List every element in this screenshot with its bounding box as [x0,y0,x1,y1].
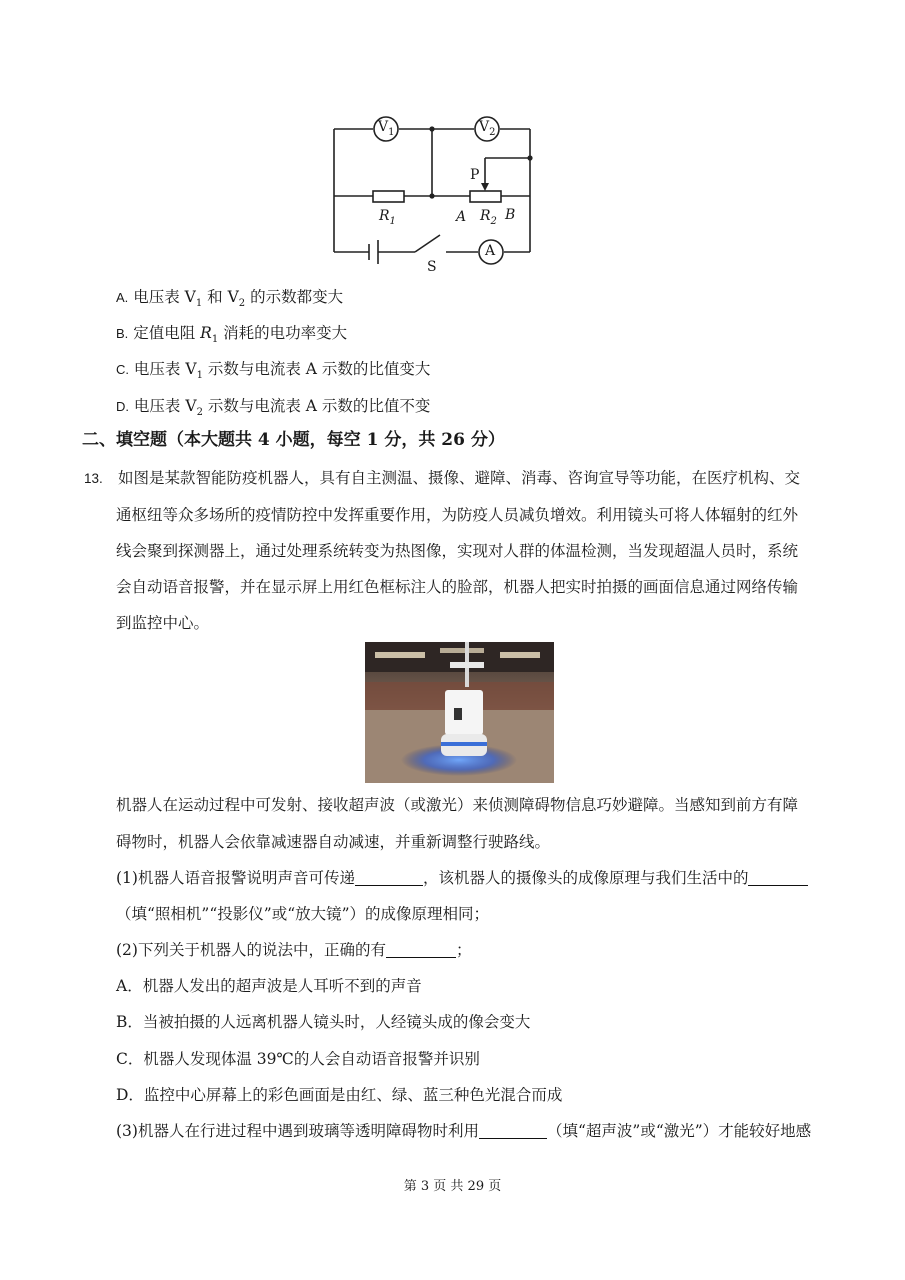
q13-paragraph-2-line-2: 碍物时，机器人会依靠减速器自动减速，并重新调整行驶路线。 [116,833,551,851]
slider-p-label: P [470,167,480,183]
q13-line-4: 会自动语音报警，并在显示屏上用红色框标注人的脸部，机器人把实时拍摄的画面信息通过网络传输 [116,578,799,596]
sub2-option-c: C．机器人发现体温 39℃的人会自动语音报警并识别 [116,1050,480,1068]
sub-question-2: (2)下列关于机器人的说法中，正确的有 ； [116,941,472,959]
q13-line-5: 到监控中心。 [116,614,210,632]
answer-blank-4[interactable] [479,1122,547,1139]
sub-question-3: (3)机器人在行进过程中遇到玻璃等透明障碍物时利用 （填“超声波”或“激光”）才能较好地感 [116,1122,812,1140]
robot-photo-illustration [365,642,554,783]
q13-line-3: 线会聚到探测器上，通过处理系统转变为热图像，实现对人群的体温检测，当发现超温人员时，系统 [116,542,799,560]
q13-line-1: 如图是某款智能防疫机器人，具有自主测温、摄像、避障、消毒、咨询宣导等功能，在医疗机构、交 [118,469,801,487]
sub2-option-b: B．当被拍摄的人远离机器人镜头时，人经镜头成的像会变大 [116,1013,531,1031]
q13-paragraph-2-line-1: 机器人在运动过程中可发射、接收超声波（或激光）来侦测障碍物信息巧妙避障。当感知到前方有障 [116,796,799,814]
option-b: B. 定值电阻 $R_1$ 消耗的电功率变大 [116,324,348,346]
point-a-label: A [456,209,467,225]
option-a: A. 电压表 $V_1$ 和 $V_2$ 的示数都变大 [116,288,344,310]
resistor-r2-label: $R_2$ [480,208,497,227]
answer-blank-2[interactable] [748,869,808,886]
circuit-diagram [0,0,905,290]
page-footer: 第 3 页 共 29 页 [403,1179,502,1194]
voltmeter-v2-label: $V_2$ [479,119,496,138]
sub-question-1-cont: （填“照相机”“投影仪”或“放大镜”）的成像原理相同； [116,905,490,923]
voltmeter-v1-label: $V_1$ [378,119,395,138]
sub-question-1: (1)机器人语音报警说明声音可传递 ，该机器人的摄像头的成像原理与我们生活中的 [116,868,808,888]
switch-s-label: S [427,259,437,275]
option-d: D. 电压表 $V_2$ 示数与电流表 A 示数的比值不变 [116,397,431,419]
robot-photo [365,642,554,783]
option-c: C. 电压表 $V_1$ 示数与电流表 A 示数的比值变大 [116,360,431,382]
resistor-r1-label: $R_1$ [379,208,396,227]
section-heading: 二、填空题（本大题共 4 小题，每空 1 分，共 26 分） [82,430,505,450]
answer-blank-1[interactable] [355,869,423,886]
answer-blank-3[interactable] [386,941,456,958]
sub2-option-d: D．监控中心屏幕上的彩色画面是由红、绿、蓝三种色光混合而成 [116,1086,563,1104]
question-number: 13. [84,471,103,486]
sub2-option-a: A．机器人发出的超声波是人耳听不到的声音 [116,977,422,995]
point-b-label: B [505,207,516,223]
ammeter-label: A [485,243,496,259]
q13-line-2: 通枢纽等众多场所的疫情防控中发挥重要作用，为防疫人员减负增效。利用镜头可将人体辐射的红外 [116,506,799,524]
